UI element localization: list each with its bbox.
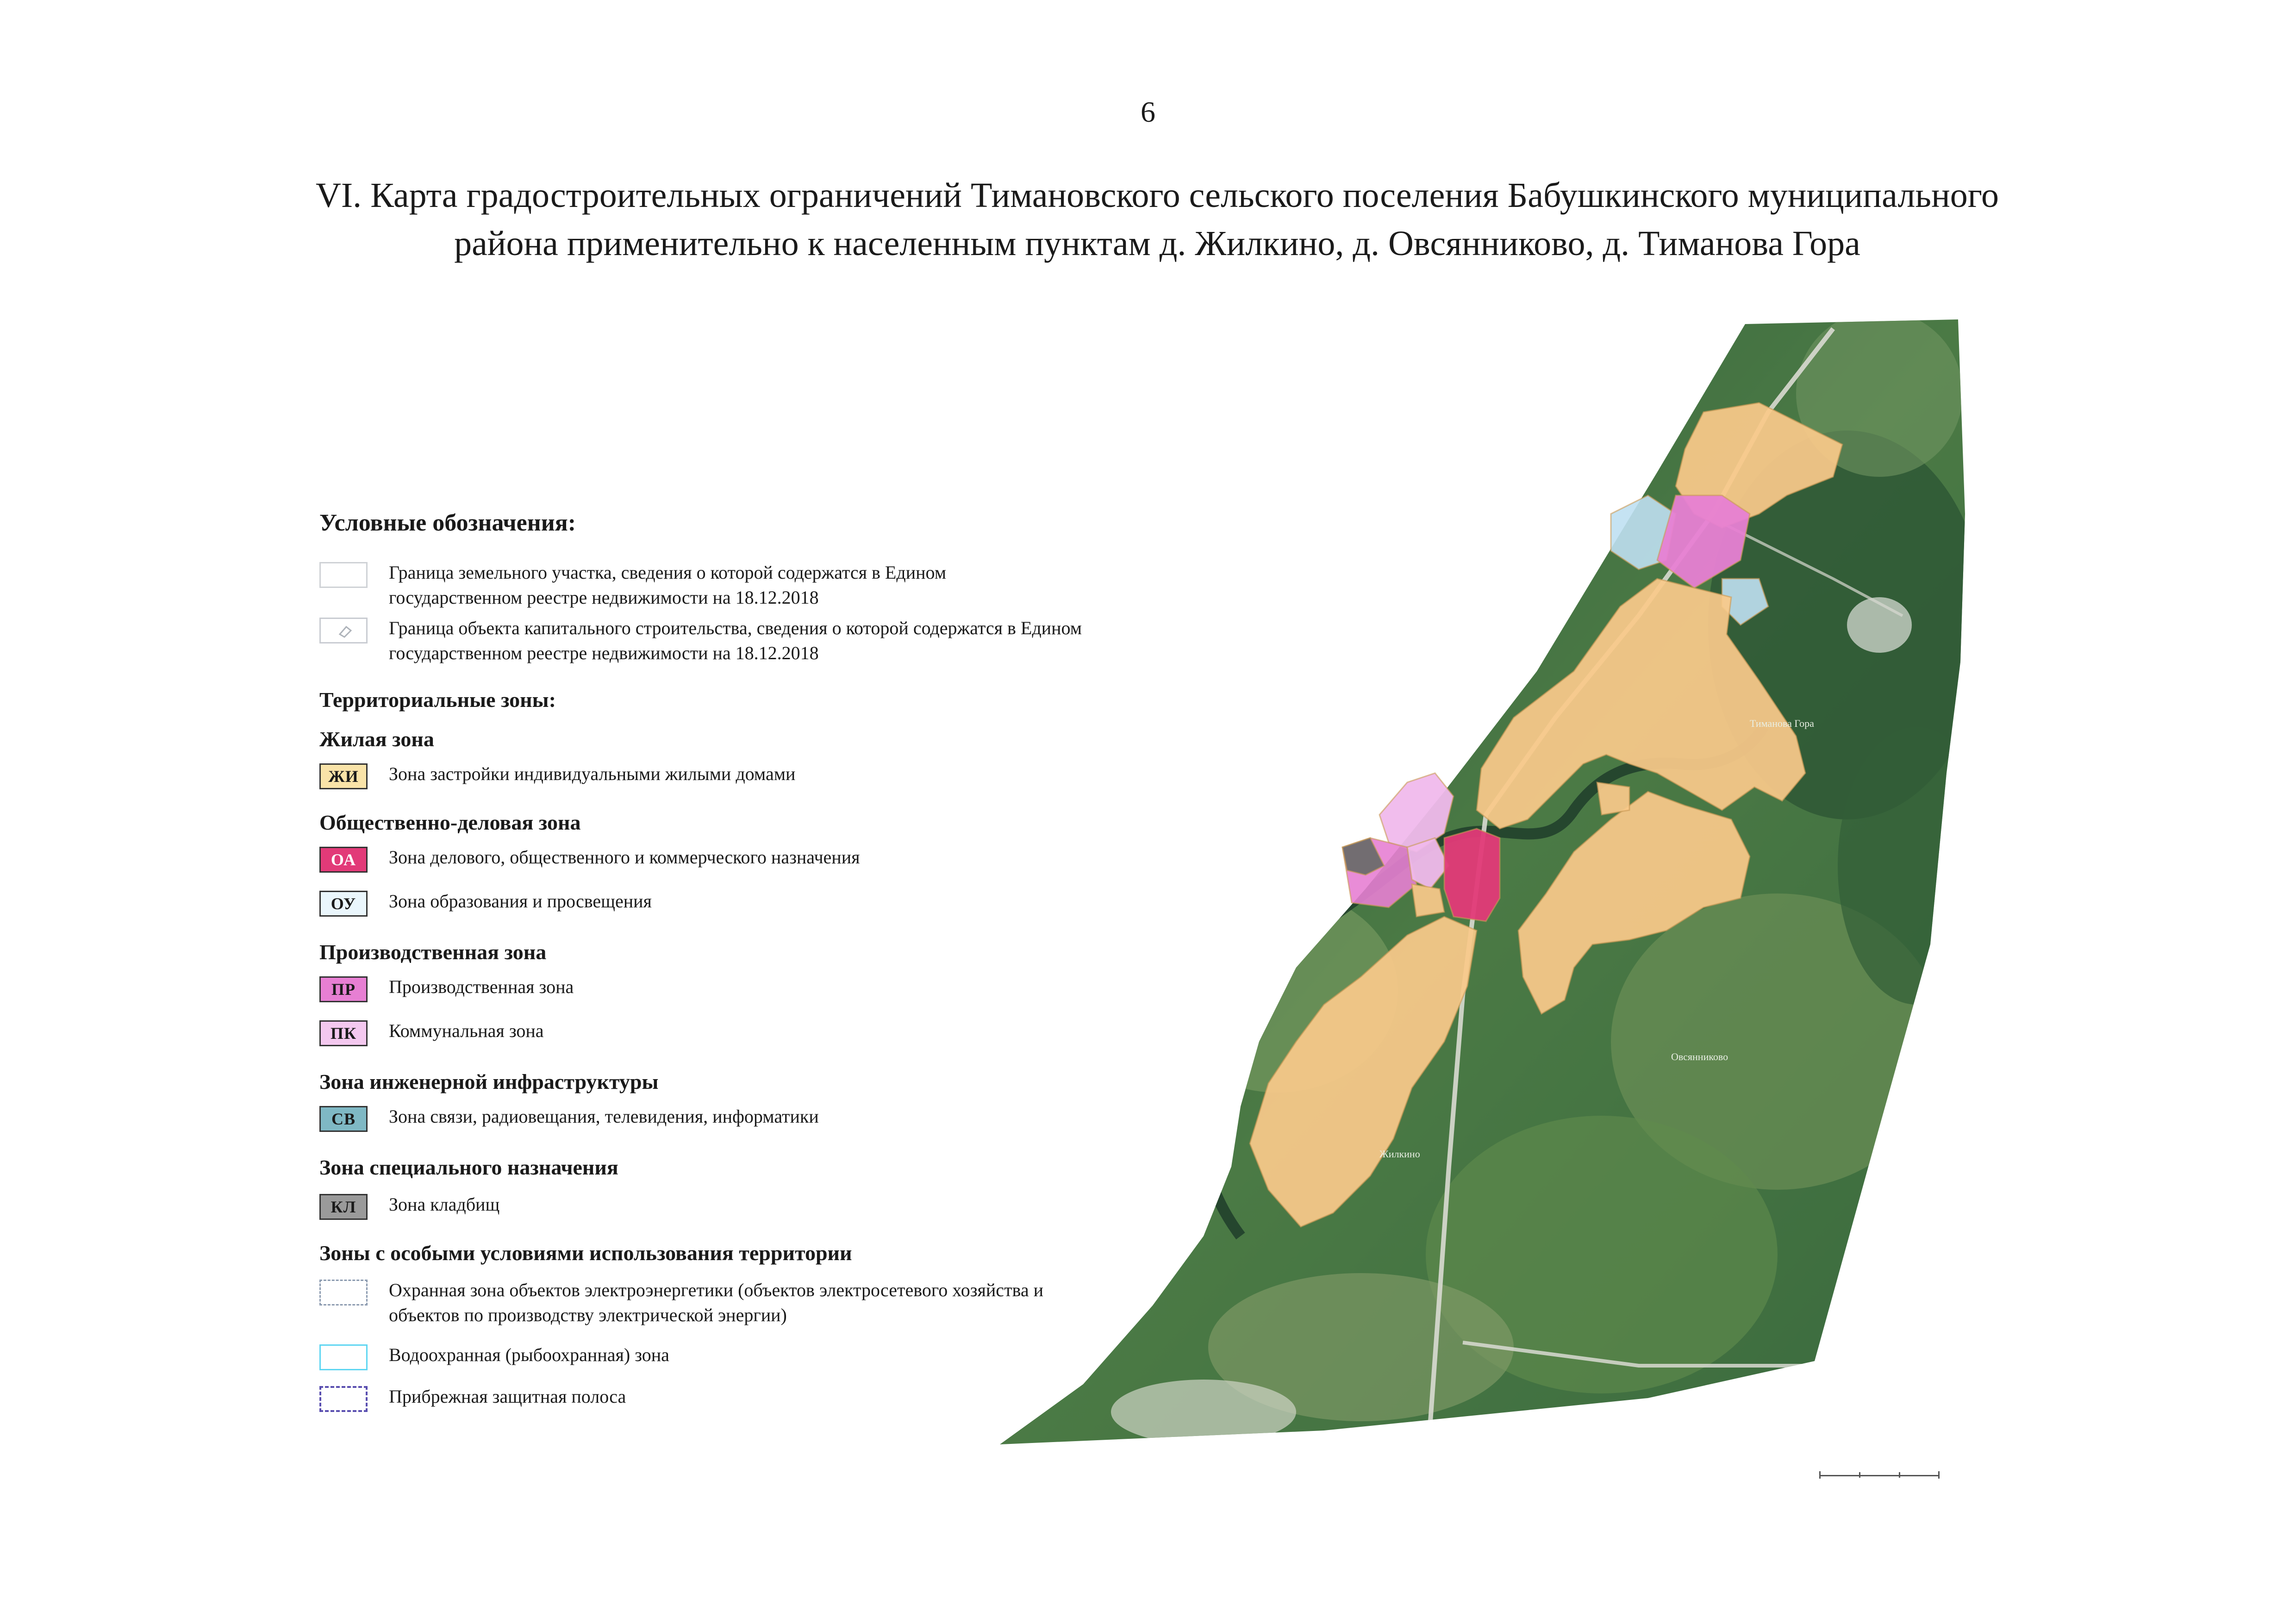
ou-swatch: ОУ <box>319 891 368 917</box>
page-number: 6 <box>1141 95 1155 128</box>
sv-text: Зона связи, радиовещания, телевидения, информатики <box>389 1106 819 1127</box>
special-group-heading: Зона специального назначения <box>319 1156 618 1179</box>
building-boundary-swatch <box>319 618 368 643</box>
parcel-boundary-text: Граница земельного участка, сведения о которой содержатся в Едином государственном реестре недвижимости на 18.12.2018 <box>389 562 947 608</box>
zone-zh-west-small <box>1412 884 1444 917</box>
zh-text: Зона застройки индивидуальными жилыми домами <box>389 763 796 784</box>
scale-bar-tick-4 <box>1938 1471 1940 1479</box>
kl-text: Зона кладбищ <box>389 1194 500 1215</box>
zone-oa <box>1444 829 1500 921</box>
place-label-timanova: Тиманова Гора <box>1750 718 1814 729</box>
oa-text: Зона делового, общественного и коммерческого назначения <box>389 847 860 868</box>
industrial-group-heading: Производственная зона <box>319 940 547 964</box>
sv-swatch: СВ <box>319 1106 368 1132</box>
building-outline-icon <box>330 622 357 639</box>
place-label-ovsyannikovo: Овсянниково <box>1671 1051 1728 1062</box>
territorial-zones-heading: Территориальные зоны: <box>319 688 556 712</box>
water-zone-text: Водоохранная (рыбоохранная) зона <box>389 1344 669 1365</box>
public-group-heading: Общественно-деловая зона <box>319 811 581 834</box>
parcel-boundary-swatch <box>319 562 368 588</box>
scale-bar-tick-3 <box>1899 1472 1900 1478</box>
power-zone-text: Охранная зона объектов электроэнергетики (объектов электросетевого хозяйства и объектов по производству электрической энергии) <box>389 1280 1044 1325</box>
legend-heading: Условные обозначения: <box>319 510 576 536</box>
pk-swatch: ПК <box>319 1020 368 1046</box>
building-boundary-text: Граница объекта капитального строительства, сведения о которой содержатся в Едином государственном реестре недвижимости на 18.12.2018 <box>389 618 1082 663</box>
scale-bar <box>1819 1458 1940 1486</box>
map-title <box>194 171 2120 268</box>
pr-text: Производственная зона <box>389 976 574 997</box>
infra-group-heading: Зона инженерной инфраструктуры <box>319 1070 659 1093</box>
zh-swatch: ЖИ <box>319 763 368 789</box>
oa-swatch: ОА <box>319 847 368 873</box>
coast-strip-text: Прибрежная защитная полоса <box>389 1386 626 1407</box>
restrictions-group-heading: Зоны с особыми условиями использования территории <box>319 1241 852 1265</box>
coast-strip-swatch <box>319 1386 368 1412</box>
water-zone-swatch <box>319 1344 368 1370</box>
zone-zh-small <box>1597 782 1629 815</box>
pk-text: Коммунальная зона <box>389 1020 544 1041</box>
scale-bar-tick-2 <box>1859 1472 1860 1478</box>
residential-group-heading: Жилая зона <box>319 727 434 751</box>
scale-bar-tick-1 <box>1819 1471 1821 1479</box>
ou-text: Зона образования и просвещения <box>389 891 652 912</box>
place-label-zhilkino: Жилкино <box>1379 1148 1420 1160</box>
power-zone-swatch <box>319 1280 368 1305</box>
kl-swatch: КЛ <box>319 1194 368 1220</box>
scale-bar-line <box>1819 1475 1940 1476</box>
map-title-line-1: VI. Карта градостроительных ограничений Тимановского сельского поселения Бабушкинского муниципального <box>315 176 1999 215</box>
map-title-line-2: района применительно к населенным пунктам д. Жилкино, д. Овсянниково, д. Тиманова Гора <box>454 224 1860 263</box>
zoning-map[interactable] <box>1000 319 1981 1477</box>
map-svg <box>1000 319 1981 1477</box>
pr-swatch: ПР <box>319 976 368 1002</box>
